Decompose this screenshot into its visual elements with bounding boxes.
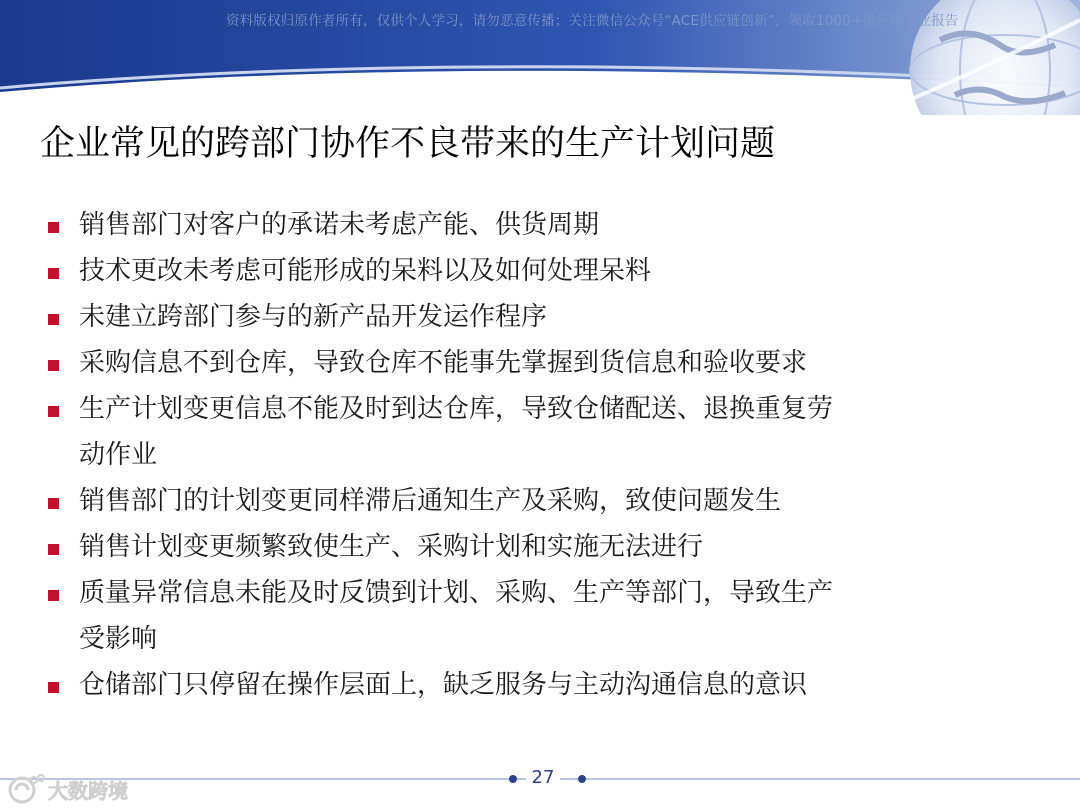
bullet-text: 销售计划变更频繁致使生产、采购计划和实施无法进行 <box>79 532 704 562</box>
bullet-text: 销售部门的计划变更同样滞后通知生产及采购，致使问题发生 <box>79 486 782 516</box>
bullet-marker <box>48 406 59 417</box>
bullet-marker <box>48 360 59 371</box>
bullet-text: 仓储部门只停留在操作层面上，缺乏服务与主动沟通信息的意识 <box>79 670 808 700</box>
page-number: 27 <box>526 767 560 788</box>
bullet-marker <box>48 682 59 693</box>
footer-dot-right <box>578 775 586 783</box>
bullet-marker <box>48 268 59 279</box>
bullet-text: 质量异常信息未能及时反馈到计划、采购、生产等部门，导致生产 <box>79 578 834 608</box>
logo-text: 大数跨境 <box>48 779 128 803</box>
bullet-item <box>46 478 959 524</box>
bullet-item <box>46 340 959 386</box>
bullet-item <box>46 570 959 662</box>
bullet-text-continuation: 动作业 <box>79 440 158 470</box>
bullet-text: 销售部门对客户的承诺未考虑产能、供货周期 <box>79 210 600 240</box>
bullet-marker <box>48 498 59 509</box>
bullet-marker <box>48 590 59 601</box>
bullet-item <box>46 248 959 294</box>
bullet-marker <box>48 222 59 233</box>
bullet-item <box>46 524 959 570</box>
slide-title: 企业常见的跨部门协作不良带来的生产计划问题 <box>40 124 776 164</box>
bullet-text-continuation: 受影响 <box>79 624 158 654</box>
bullet-item <box>46 662 959 708</box>
bullet-text: 未建立跨部门参与的新产品开发运作程序 <box>79 302 548 332</box>
watermark-text: 资料版权归原作者所有，仅供个人学习，请勿恶意传播；关注微信公众号“ACE供应链创新”，领取1000+供应链专业报告 <box>226 13 959 29</box>
bullet-item <box>46 386 959 478</box>
bullet-marker <box>48 314 59 325</box>
bullet-item <box>46 294 959 340</box>
footer-dot-left <box>509 775 517 783</box>
brand-logo <box>4 772 154 808</box>
bullet-item <box>46 202 959 248</box>
header-banner <box>0 0 1080 115</box>
bullet-marker <box>48 544 59 555</box>
bullet-text: 采购信息不到仓库，导致仓库不能事先掌握到货信息和验收要求 <box>79 348 808 378</box>
bullet-text: 技术更改未考虑可能形成的呆料以及如何处理呆料 <box>79 256 652 286</box>
bullet-list <box>46 202 966 708</box>
bullet-text: 生产计划变更信息不能及时到达仓库，导致仓储配送、退换重复劳 <box>79 394 834 424</box>
